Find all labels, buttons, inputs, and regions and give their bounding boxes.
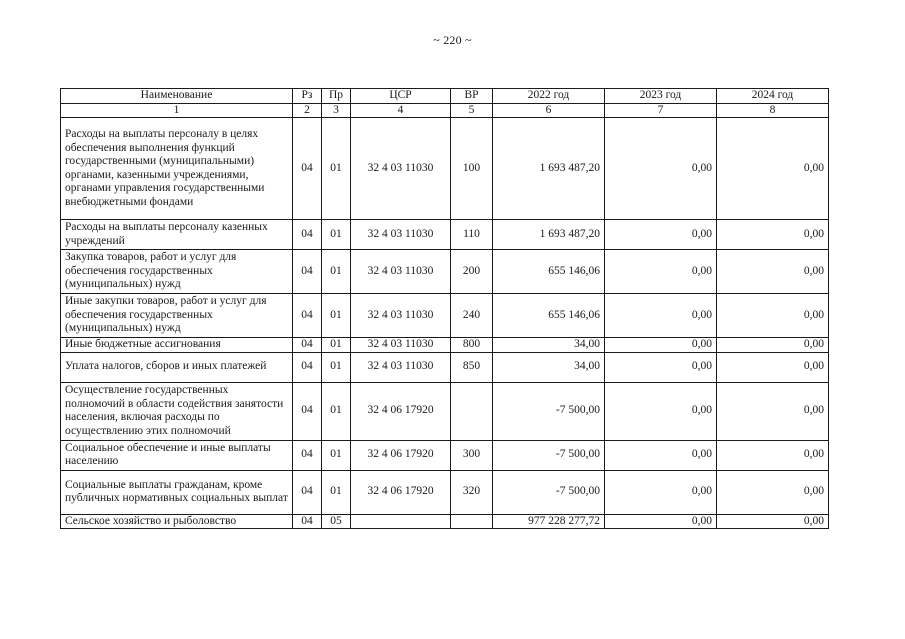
row-name: Осуществление государственных полномочий в области содействия занятости населения, включая расходы по осуществлению этих полномочий (61, 382, 293, 440)
column-number: 1 (61, 103, 293, 118)
table-row (61, 250, 829, 294)
row-value-2023: 0,00 (605, 440, 717, 470)
row-vr (451, 382, 493, 440)
table-row (61, 294, 829, 338)
table-row (61, 220, 829, 250)
row-value-2024: 0,00 (717, 352, 829, 382)
row-rz: 04 (293, 470, 322, 514)
row-pr: 01 (322, 118, 351, 220)
row-value-2023: 0,00 (605, 118, 717, 220)
row-value-2022: 34,00 (493, 338, 605, 353)
row-name: Уплата налогов, сборов и иных платежей (61, 352, 293, 382)
row-value-2022: -7 500,00 (493, 382, 605, 440)
row-name: Иные закупки товаров, работ и услуг для обеспечения государственных (муниципальных) нужд (61, 294, 293, 338)
row-csr (351, 514, 451, 529)
row-value-2023: 0,00 (605, 382, 717, 440)
table-row (61, 470, 829, 514)
row-value-2024: 0,00 (717, 382, 829, 440)
table-row (61, 382, 829, 440)
row-value-2024: 0,00 (717, 338, 829, 353)
table-header-row (61, 89, 829, 104)
row-value-2023: 0,00 (605, 514, 717, 529)
row-name: Социальные выплаты гражданам, кроме публичных нормативных социальных выплат (61, 470, 293, 514)
row-value-2022: 1 693 487,20 (493, 118, 605, 220)
row-pr: 01 (322, 440, 351, 470)
row-vr: 800 (451, 338, 493, 353)
row-value-2024: 0,00 (717, 250, 829, 294)
row-csr: 32 4 03 11030 (351, 118, 451, 220)
row-name: Расходы на выплаты персоналу в целях обеспечения выполнения функций государственными (муниципальными) органами, казенными учреждениями, органами управления государственными внебюджетными фондами (61, 118, 293, 220)
row-value-2024: 0,00 (717, 220, 829, 250)
header-csr: ЦСР (351, 89, 451, 104)
row-rz: 04 (293, 382, 322, 440)
row-value-2022: -7 500,00 (493, 470, 605, 514)
header-2024: 2024 год (717, 89, 829, 104)
row-csr: 32 4 06 17920 (351, 470, 451, 514)
row-pr: 01 (322, 294, 351, 338)
column-number: 7 (605, 103, 717, 118)
row-pr: 01 (322, 352, 351, 382)
table-row (61, 352, 829, 382)
row-csr: 32 4 03 11030 (351, 338, 451, 353)
column-number-row (61, 103, 829, 118)
row-vr: 200 (451, 250, 493, 294)
column-number: 2 (293, 103, 322, 118)
row-csr: 32 4 03 11030 (351, 250, 451, 294)
row-value-2023: 0,00 (605, 352, 717, 382)
row-name: Расходы на выплаты персоналу казенных учреждений (61, 220, 293, 250)
row-vr: 240 (451, 294, 493, 338)
page-number: ~ 220 ~ (433, 33, 472, 47)
row-csr: 32 4 06 17920 (351, 382, 451, 440)
row-csr: 32 4 06 17920 (351, 440, 451, 470)
row-name: Закупка товаров, работ и услуг для обеспечения государственных (муниципальных) нужд (61, 250, 293, 294)
row-value-2022: 655 146,06 (493, 294, 605, 338)
row-value-2022: 1 693 487,20 (493, 220, 605, 250)
row-name: Сельское хозяйство и рыболовство (61, 514, 293, 529)
column-number: 6 (493, 103, 605, 118)
row-rz: 04 (293, 294, 322, 338)
row-pr: 01 (322, 220, 351, 250)
table-row (61, 338, 829, 353)
row-value-2024: 0,00 (717, 440, 829, 470)
column-number: 8 (717, 103, 829, 118)
row-vr: 850 (451, 352, 493, 382)
header-2023: 2023 год (605, 89, 717, 104)
row-rz: 04 (293, 338, 322, 353)
table-row (61, 118, 829, 220)
row-rz: 04 (293, 118, 322, 220)
row-value-2023: 0,00 (605, 250, 717, 294)
row-csr: 32 4 03 11030 (351, 294, 451, 338)
budget-table (60, 88, 829, 529)
row-vr: 100 (451, 118, 493, 220)
row-value-2024: 0,00 (717, 470, 829, 514)
row-rz: 04 (293, 220, 322, 250)
row-rz: 04 (293, 352, 322, 382)
row-vr: 300 (451, 440, 493, 470)
row-value-2023: 0,00 (605, 294, 717, 338)
row-value-2022: 977 228 277,72 (493, 514, 605, 529)
row-value-2024: 0,00 (717, 294, 829, 338)
row-rz: 04 (293, 514, 322, 529)
row-rz: 04 (293, 440, 322, 470)
row-pr: 01 (322, 338, 351, 353)
header-vr: ВР (451, 89, 493, 104)
row-rz: 04 (293, 250, 322, 294)
header-name: Наименование (61, 89, 293, 104)
column-number: 3 (322, 103, 351, 118)
header-rz: Рз (293, 89, 322, 104)
column-number: 4 (351, 103, 451, 118)
row-value-2024: 0,00 (717, 118, 829, 220)
row-value-2023: 0,00 (605, 220, 717, 250)
row-value-2023: 0,00 (605, 338, 717, 353)
header-pr: Пр (322, 89, 351, 104)
row-vr: 110 (451, 220, 493, 250)
row-value-2024: 0,00 (717, 514, 829, 529)
table-row (61, 514, 829, 529)
table-row (61, 440, 829, 470)
row-pr: 01 (322, 470, 351, 514)
row-vr (451, 514, 493, 529)
row-value-2023: 0,00 (605, 470, 717, 514)
row-name: Иные бюджетные ассигнования (61, 338, 293, 353)
row-name: Социальное обеспечение и иные выплаты населению (61, 440, 293, 470)
row-pr: 01 (322, 250, 351, 294)
row-value-2022: 34,00 (493, 352, 605, 382)
row-csr: 32 4 03 11030 (351, 352, 451, 382)
row-value-2022: 655 146,06 (493, 250, 605, 294)
header-2022: 2022 год (493, 89, 605, 104)
row-vr: 320 (451, 470, 493, 514)
column-number: 5 (451, 103, 493, 118)
row-pr: 01 (322, 382, 351, 440)
row-value-2022: -7 500,00 (493, 440, 605, 470)
row-csr: 32 4 03 11030 (351, 220, 451, 250)
row-pr: 05 (322, 514, 351, 529)
